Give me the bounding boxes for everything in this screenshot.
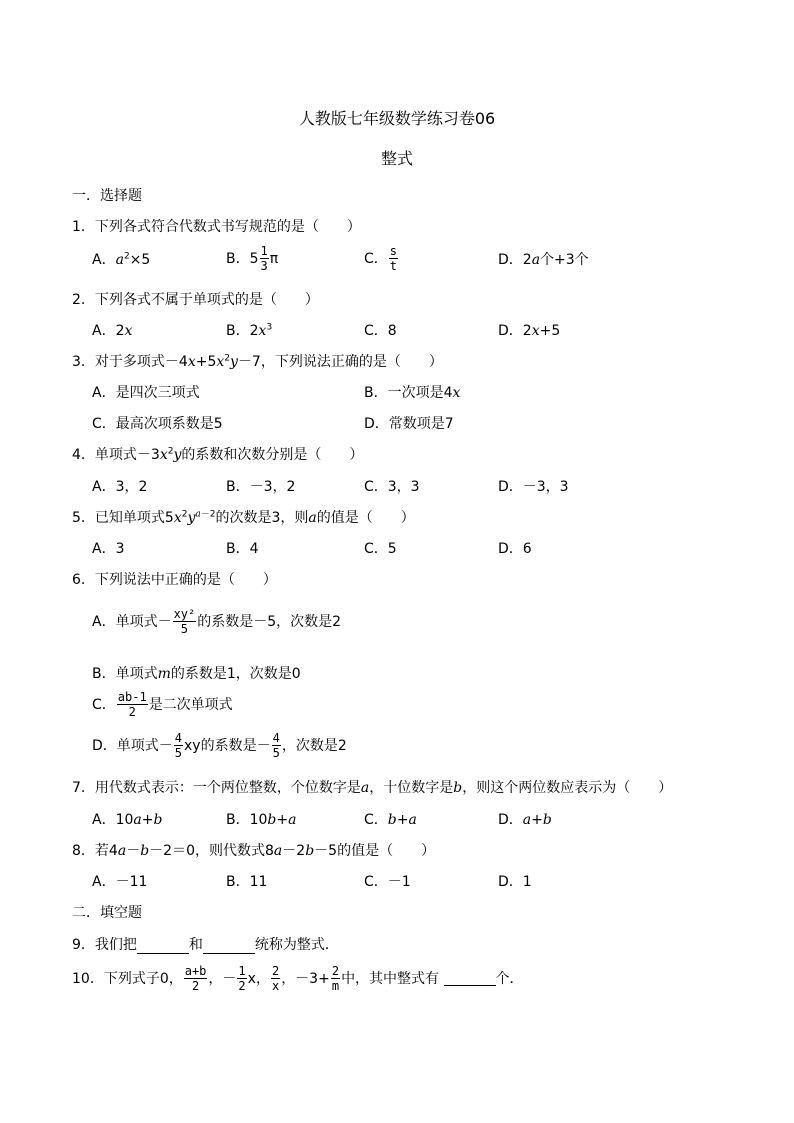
question-stem: 6．下列说法中正确的是（ ） xyxy=(72,572,277,588)
option-d: D．常数项是7 xyxy=(364,416,454,432)
option-b: B．10b+a xyxy=(226,812,297,828)
option-d: D．－3，3 xyxy=(498,479,569,495)
question-stem: 2．下列各式不属于单项式的是（ ） xyxy=(72,292,319,308)
option-b: B．11 xyxy=(226,874,268,890)
answer-blank[interactable] xyxy=(137,939,189,954)
question-stem: 5．已知单项式$5x^2y^{a-2}$的次数是3，则a的值是（ ） xyxy=(72,509,415,526)
page-subtitle: 整式 xyxy=(380,149,413,168)
option-c: C．－1 xyxy=(364,874,411,890)
answer-blank[interactable] xyxy=(203,939,255,954)
option-c: C．3，3 xyxy=(364,479,420,495)
option-a: A．3，2 xyxy=(92,479,148,495)
option-a: A．10a+b xyxy=(92,812,163,828)
question-stem: 7．用代数式表示：一个两位整数，个位数字是a，十位数字是b，则这个两位数应表示为（ ） xyxy=(72,780,673,796)
question-stem: 8．若4a－b－2＝0，则代数式8a－2b－5的值是（ ） xyxy=(72,843,436,859)
option-b: B．单项式m的系数是1，次数是0 xyxy=(92,666,301,682)
option-d: D．2a个+3个 xyxy=(498,252,589,268)
option-c: C． $\frac{ab-1}{2}$ 是二次单项式 xyxy=(92,690,233,719)
option-b: B．4 xyxy=(226,541,259,557)
question-stem: 3．对于多项式$-4x+5x^2y-7$，下列说法正确的是（ ） xyxy=(72,353,443,370)
option-b: B． 5 $\frac{1}{3}$ π xyxy=(226,244,279,273)
option-c: C．b+a xyxy=(364,812,417,828)
question-stem: 10．下列式子0， $\frac{a+b}{2}$ ，－ $\frac{1}{2}$ x， $\frac{2}{x}$ ，－3+ $\frac{2}{m}$ 中，其中整式有 个． xyxy=(72,964,524,993)
option-c: C．最高次项系数是5 xyxy=(92,416,223,432)
option-c: C．8 xyxy=(364,323,397,339)
option-a: A．－11 xyxy=(92,874,148,890)
page-title: 人教版七年级数学练习卷06 xyxy=(298,109,496,128)
option-a: A．单项式－ $\frac{\text{xy²}}{5}$ 的系数是－5，次数是2 xyxy=(92,607,342,636)
option-d: D．6 xyxy=(498,541,532,557)
question-stem: 4．单项式$-3x^2y$的系数和次数分别是（ ） xyxy=(72,446,364,463)
question-stem: 1．下列各式符合代数式书写规范的是（ ） xyxy=(72,219,361,235)
option-a: A．$a^2\times 5$ xyxy=(92,251,151,268)
option-d: D．单项式－ $\frac{4}{5}$ xy的系数是－ $\frac{4}{5}$ ，次数是2 xyxy=(92,731,347,760)
option-a: A．是四次三项式 xyxy=(92,385,200,401)
option-a: A．2x xyxy=(92,323,133,339)
option-b: B．$2x^3$ xyxy=(226,322,273,339)
option-b: B．一次项是4x xyxy=(364,385,461,401)
section-heading: 二．填空题 xyxy=(72,905,142,921)
option-b: B．－3，2 xyxy=(226,479,296,495)
option-c: C．5 xyxy=(364,541,397,557)
option-d: D．a+b xyxy=(498,812,552,828)
answer-blank[interactable] xyxy=(444,971,496,986)
question-stem: 9．我们把 和 统称为整式． xyxy=(72,937,339,953)
option-a: A．3 xyxy=(92,541,125,557)
option-d: D．2x+5 xyxy=(498,323,561,339)
option-d: D．1 xyxy=(498,874,532,890)
option-c: C． $\frac{s}{t}$ xyxy=(364,244,398,273)
section-heading: 一．选择题 xyxy=(72,188,142,204)
